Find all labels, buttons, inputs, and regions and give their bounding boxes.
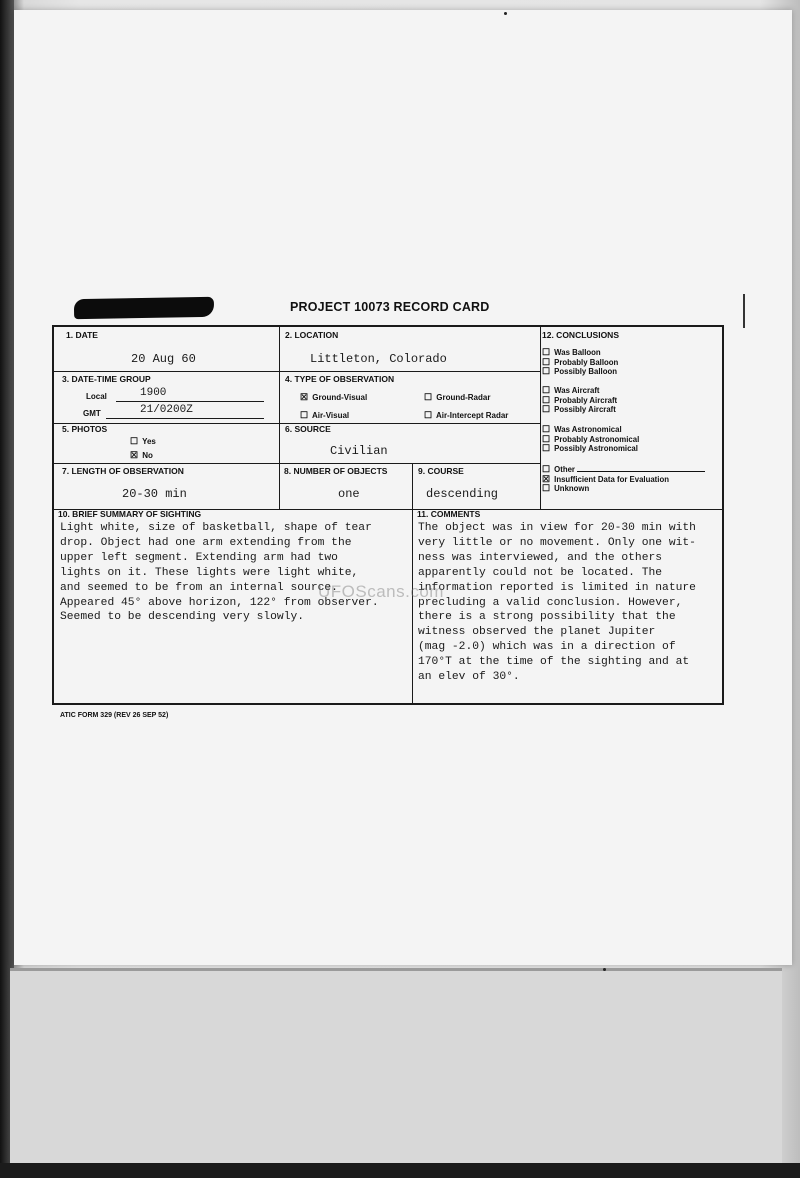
comment-line: The object was in view for 20-30 min with	[418, 522, 696, 534]
summary-line: Seemed to be descending very slowly.	[60, 611, 305, 624]
location-value: Littleton, Colorado	[310, 352, 447, 366]
summary-line: and seemed to be from an internal source.	[60, 581, 338, 594]
conclusion-group-astronomical: ☐ Was Astronomical ☐ Probably Astronomical ☐ Possibly Astronomical	[542, 424, 640, 453]
source-label: 6. SOURCE	[285, 424, 331, 434]
conclusions-label: 12. CONCLUSIONS	[542, 330, 619, 340]
gmt-value: 21/0200Z	[140, 404, 193, 416]
lower-sheet	[10, 968, 782, 1166]
comment-line: very little or no movement. Only one wit-	[418, 536, 696, 549]
watermark: UFOScans.com	[318, 582, 444, 601]
date-time-group-label: 3. DATE-TIME GROUP	[62, 374, 151, 384]
comment-line: an elev of 30°.	[418, 671, 520, 684]
course-value: descending	[426, 487, 499, 501]
photos-label: 5. PHOTOS	[62, 424, 108, 434]
speck	[504, 12, 507, 15]
brief-summary-text	[60, 521, 379, 625]
length-label: 7. LENGTH OF OBSERVATION	[62, 466, 184, 476]
summary-line: lights on it. These lights were light white,	[60, 566, 359, 579]
card-title: PROJECT 10073 RECORD CARD	[290, 300, 490, 314]
redaction-mark	[74, 297, 214, 319]
option-air-visual: ☐ Air-Visual	[300, 410, 350, 420]
comment-line: precluding a valid conclusion. However,	[418, 596, 683, 609]
option-ground-visual: ☒ Ground-Visual	[300, 392, 368, 402]
local-underline	[116, 401, 264, 402]
gmt-underline	[106, 418, 264, 419]
option-air-intercept-radar: ☐ Air-Intercept Radar	[424, 410, 509, 420]
comment-line: witness observed the planet Jupiter	[418, 626, 656, 639]
scan-bottom-edge	[0, 1163, 800, 1178]
local-label: Local	[86, 392, 107, 401]
gmt-label: GMT	[83, 409, 101, 418]
photos-no: ☒ No	[130, 450, 153, 460]
grid-line	[54, 463, 540, 464]
comment-line: (mag -2.0) which was in a direction of	[418, 641, 676, 654]
comment-line: apparently could not be located. The	[418, 566, 663, 579]
source-value: Civilian	[330, 444, 388, 458]
length-value: 20-30 min	[122, 487, 187, 501]
number-of-objects-label: 8. NUMBER OF OBJECTS	[284, 466, 388, 476]
brief-summary-label: 10. BRIEF SUMMARY OF SIGHTING	[58, 509, 202, 519]
grid-line	[540, 327, 541, 509]
summary-line: Appeared 45° above horizon, 122° from observer.	[60, 596, 379, 609]
summary-line: upper left segment. Extending arm had two	[60, 551, 338, 564]
summary-line: Light white, size of basketball, shape of tear	[60, 522, 372, 534]
course-label: 9. COURSE	[418, 466, 464, 476]
grid-line	[54, 371, 540, 372]
location-label: 2. LOCATION	[285, 330, 339, 340]
margin-mark	[743, 294, 745, 328]
number-of-objects-value: one	[338, 487, 360, 501]
comment-line: information reported is limited in nature	[418, 581, 696, 594]
comments-text	[418, 521, 696, 685]
comment-line: 170°T at the time of the sighting and at	[418, 656, 690, 669]
comment-line: ness was interviewed, and the others	[418, 551, 663, 564]
grid-line	[279, 327, 280, 509]
comment-line: there is a strong possibility that the	[418, 611, 676, 624]
conclusion-group-other: ☐ Other ☒ Insufficient Data for Evaluation ☐ Unknown	[542, 465, 705, 494]
speck	[603, 968, 606, 971]
date-value: 20 Aug 60	[131, 352, 196, 366]
date-label: 1. DATE	[66, 330, 98, 340]
type-of-observation-label: 4. TYPE OF OBSERVATION	[285, 374, 395, 384]
comments-label: 11. COMMENTS	[417, 509, 481, 519]
conclusion-group-balloon: ☐ Was Balloon ☐ Probably Balloon ☐ Possibly Balloon	[542, 347, 619, 376]
form-id: ATIC FORM 329 (REV 26 SEP 52)	[60, 712, 169, 719]
conclusion-group-aircraft: ☐ Was Aircraft ☐ Probably Aircraft ☐ Possibly Aircraft	[542, 385, 618, 414]
local-value: 1900	[140, 387, 167, 399]
summary-line: drop. Object had one arm extending from the	[60, 536, 352, 549]
photos-yes: ☐ Yes	[130, 436, 156, 446]
option-ground-radar: ☐ Ground-Radar	[424, 392, 491, 402]
